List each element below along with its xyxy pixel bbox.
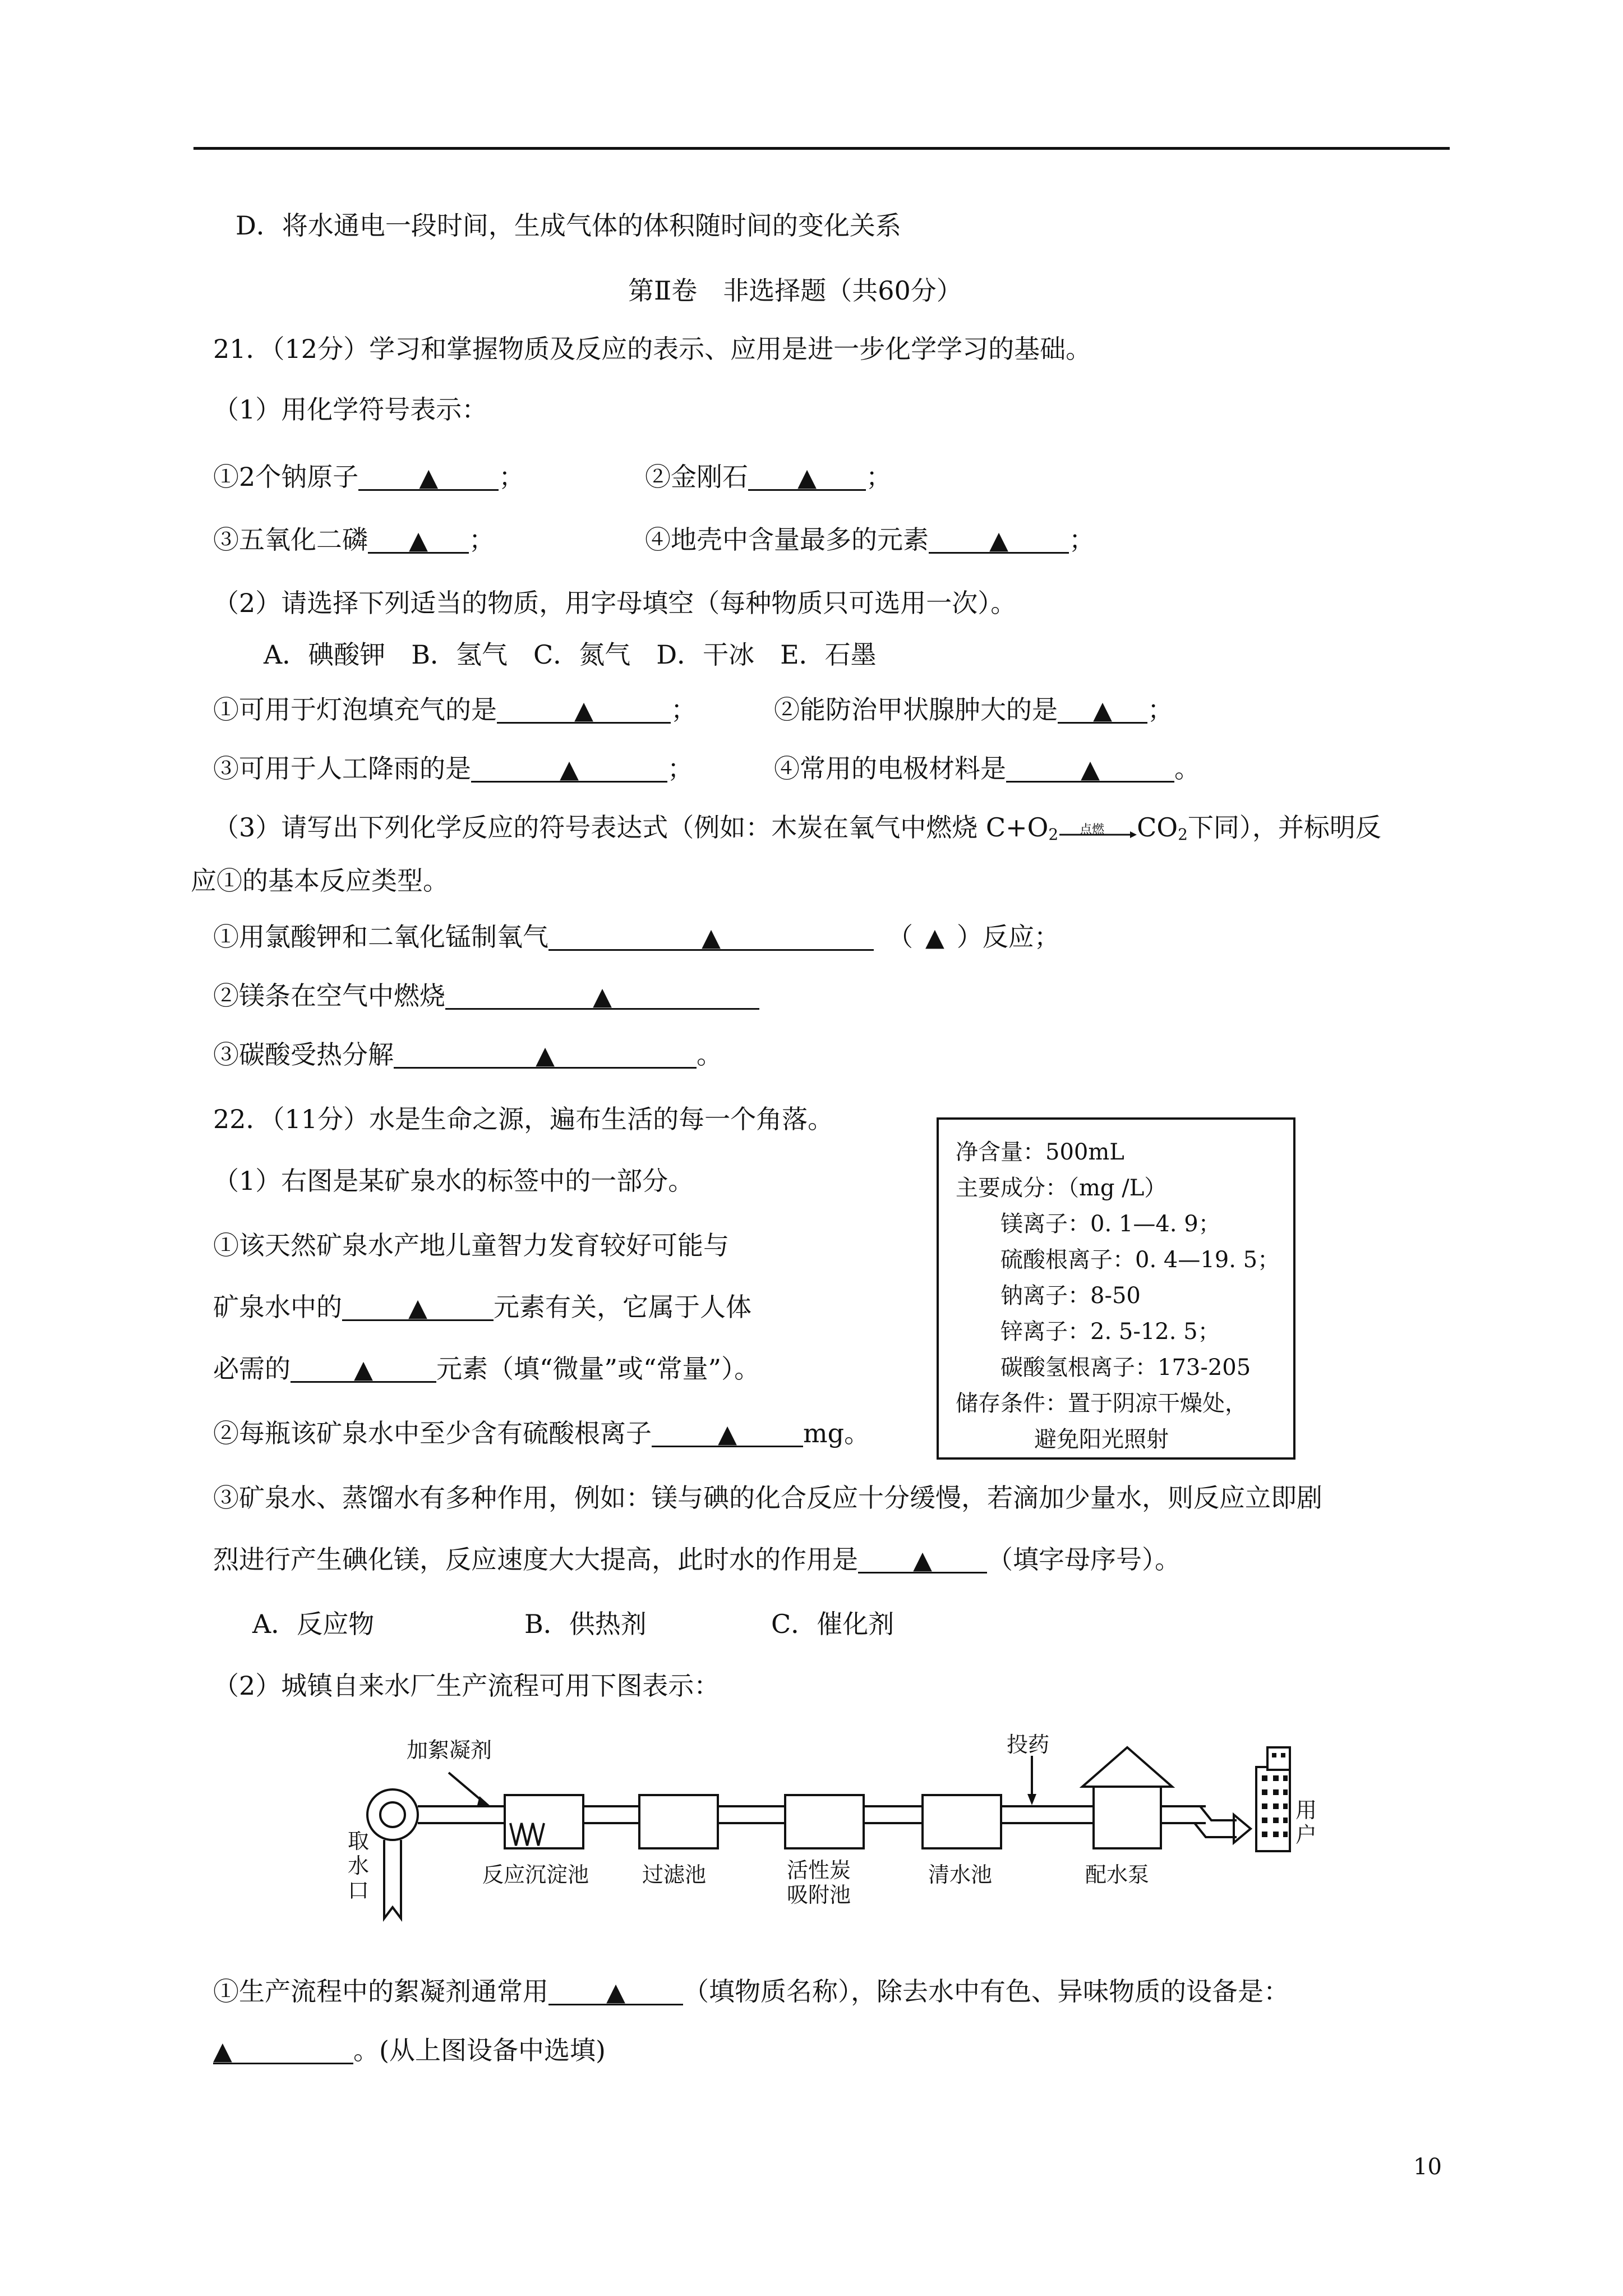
- answer-blank[interactable]: ▲: [548, 1975, 683, 2005]
- q22-stem: 22．（11分）水是生命之源，遍布生活的每一个角落。: [213, 1104, 834, 1134]
- answer-blank[interactable]: ▲: [445, 979, 759, 1010]
- answer-blank[interactable]: ▲: [358, 460, 499, 491]
- answer-blank[interactable]: ▲: [748, 460, 866, 491]
- q22-part2: （2）城镇自来水厂生产流程可用下图表示：: [213, 1671, 720, 1701]
- q21-2-item2: ②能防治甲状腺肿大的是 ▲ ；: [774, 693, 1173, 726]
- answer-blank[interactable]: ▲: [548, 920, 874, 951]
- answer-blank[interactable]: ▲: [471, 752, 667, 783]
- answer-blank[interactable]: ▲: [858, 1543, 987, 1573]
- q21-part2: （2）请选择下列适当的物质，用字母填空（每种物质只可选用一次）。: [213, 588, 1017, 618]
- answer-blank[interactable]: ▲: [497, 693, 671, 724]
- q21-2-item1: ①可用于灯泡填充气的是 ▲ ；: [213, 693, 697, 726]
- answer-blank[interactable]: ▲: [929, 523, 1069, 554]
- station-pump: 配水泵: [1085, 1862, 1150, 1887]
- label-line: 锌离子：2. 5-12. 5；: [1000, 1319, 1220, 1345]
- q21-part3: （3）请写出下列化学反应的符号表达式（例如：木炭在氧气中燃烧 $C+O_2$ 点燃 $CO_2$下同），并标明反: [213, 812, 1381, 844]
- q22-2-item1-b: ▲ 。(从上图设备中选填): [213, 2033, 606, 2067]
- answer-blank[interactable]: ▲: [213, 2033, 353, 2064]
- reaction-arrow: 点燃: [1058, 817, 1137, 843]
- q22-option-b: B．供热剂: [524, 1609, 647, 1639]
- q22-option-c: C．催化剂: [771, 1609, 895, 1639]
- station-activated-carbon: 活性炭吸附池: [786, 1858, 851, 1907]
- answer-blank[interactable]: ▲: [291, 1352, 436, 1383]
- label-line: 主要成分：（mg /L）: [956, 1175, 1167, 1201]
- q22-1-item1: ①该天然矿泉水产地儿童智力发育较好可能与: [213, 1230, 729, 1260]
- label-line: 避免阳光照射: [1034, 1427, 1169, 1452]
- q22-1-item1-c: 必需的 ▲ 元素（填“微量”或“常量”）。: [213, 1352, 760, 1386]
- q21-part2-options: A．碘酸钾 B．氢气 C．氮气 D．干冰 E．石墨: [264, 639, 877, 670]
- q22-part1: （1）右图是某矿泉水的标签中的一部分。: [213, 1166, 694, 1196]
- header-rule: [193, 147, 1450, 150]
- label-line: 镁离子：0. 1—4. 9；: [1000, 1211, 1221, 1237]
- station-clear-water: 清水池: [928, 1862, 993, 1887]
- flocculant-label: 加絮凝剂: [407, 1738, 492, 1763]
- section-title: 第Ⅱ卷 非选择题（共60分）: [628, 275, 962, 306]
- answer-blank[interactable]: ▲: [652, 1416, 803, 1447]
- q21-1-item1: ①2个钠原子 ▲ ；: [213, 460, 524, 494]
- reaction-type-blank[interactable]: ▲: [925, 923, 944, 952]
- label-line: 净含量：500mL: [956, 1139, 1124, 1165]
- q21-part3-cont: 应①的基本反应类型。: [191, 866, 449, 896]
- q22-1-item1-b: 矿泉水中的 ▲ 元素有关，它属于人体: [213, 1290, 751, 1324]
- q22-1-item3: ③矿泉水、蒸馏水有多种作用，例如：镁与碘的化合反应十分缓慢，若滴加少量水，则反应立即剧: [213, 1483, 1322, 1513]
- answer-blank[interactable]: ▲: [394, 1038, 697, 1069]
- q21-2-item3: ③可用于人工降雨的是 ▲ ；: [213, 752, 693, 785]
- q21-2-item4: ④常用的电极材料是 ▲ 。: [774, 752, 1200, 785]
- water-treatment-flow-diagram: [336, 1733, 1346, 1935]
- page-number: 10: [1413, 2154, 1442, 2180]
- answer-blank[interactable]: ▲: [1006, 752, 1174, 783]
- q21-1-item4: ④地壳中含量最多的元素 ▲ ；: [645, 523, 1095, 556]
- q21-1-item2: ②金刚石 ▲ ；: [645, 460, 892, 494]
- label-line: 钠离子：8-50: [1000, 1283, 1141, 1309]
- option-d: D．将水通电一段时间，生成气体的体积随时间的变化关系: [236, 210, 901, 241]
- answer-blank[interactable]: ▲: [368, 523, 469, 554]
- answer-blank[interactable]: ▲: [342, 1290, 494, 1321]
- q21-3-item3: ③碳酸受热分解 ▲ 。: [213, 1038, 722, 1071]
- q21-3-item2: ②镁条在空气中燃烧 ▲: [213, 979, 759, 1013]
- q22-1-item2: ②每瓶该矿泉水中至少含有硫酸根离子 ▲ mg。: [213, 1416, 870, 1450]
- answer-blank[interactable]: ▲: [1058, 693, 1147, 724]
- user-label: 用户: [1295, 1798, 1317, 1847]
- label-line: 碳酸氢根离子：173-205: [1000, 1355, 1251, 1381]
- q21-3-item1: ①用氯酸钾和二氧化锰制氧气 ▲ （ ▲ ）反应；: [213, 920, 1060, 955]
- q21-part1: （1）用化学符号表示：: [213, 394, 488, 425]
- label-line: 硫酸根离子：0. 4—19. 5；: [1000, 1247, 1280, 1273]
- station-reaction-sedimentation: 反应沉淀池: [482, 1862, 589, 1887]
- station-filter: 过滤池: [642, 1862, 707, 1887]
- q22-2-item1: ①生产流程中的絮凝剂通常用 ▲ （填物质名称），除去水中有色、异味物质的设备是：: [213, 1975, 1289, 2008]
- q22-1-item3-b: 烈进行产生碘化镁，反应速度大大提高，此时水的作用是 ▲ （填字母序号）。: [213, 1543, 1181, 1576]
- label-line: 储存条件：置于阴凉干燥处，: [956, 1391, 1247, 1416]
- mineral-water-label: [937, 1117, 1295, 1460]
- q21-1-item3: ③五氧化二磷 ▲ ；: [213, 523, 495, 556]
- dosing-label: 投药: [1007, 1732, 1050, 1757]
- q22-option-a: A．反应物: [252, 1609, 375, 1639]
- intake-label: 取水口: [348, 1829, 370, 1903]
- q21-stem: 21．（12分）学习和掌握物质及反应的表示、应用是进一步化学学习的基础。: [213, 334, 1092, 364]
